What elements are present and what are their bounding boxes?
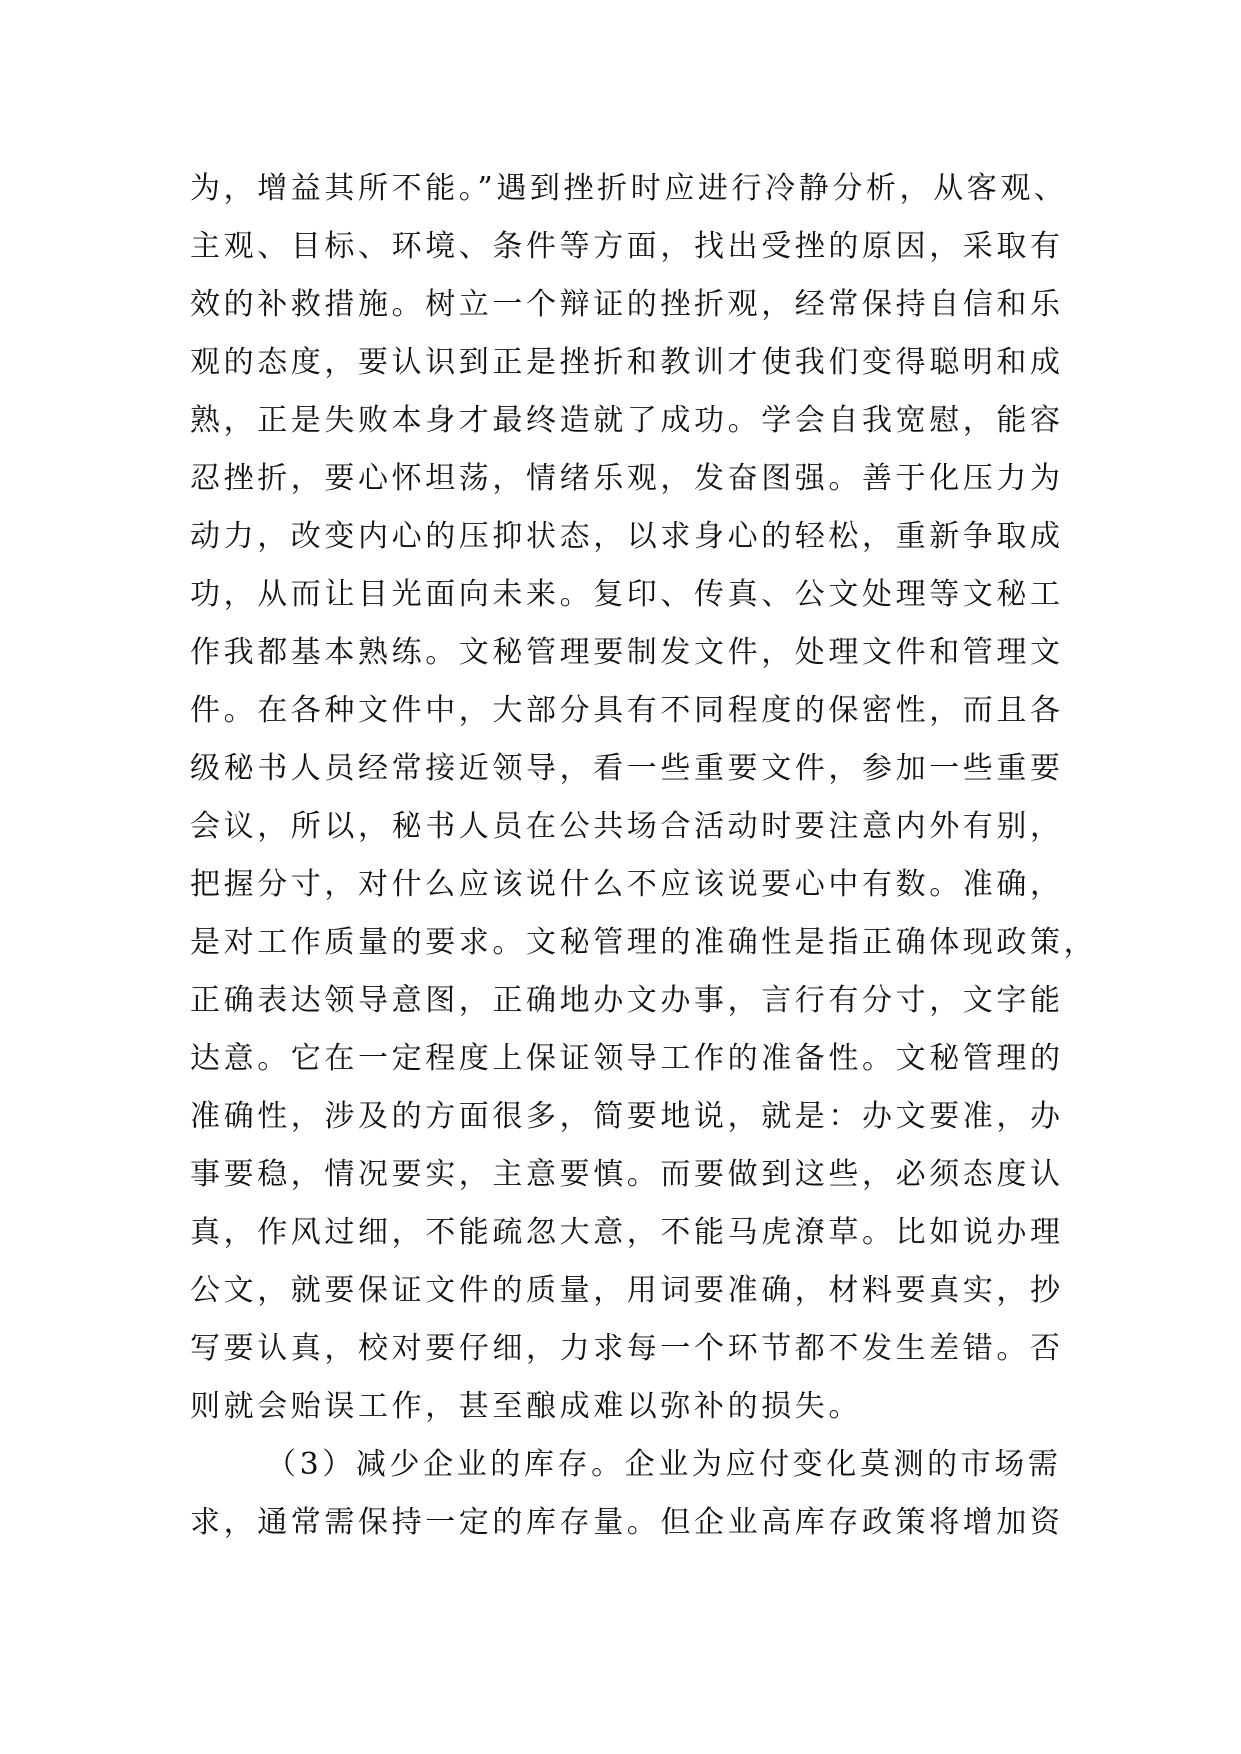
text-line: 为，增益其所不能。”遇到挫折时应进行冷静分析，从客观、 [190,171,1068,206]
text-line: 准确性，涉及的方面很多，简要地说，就是：办文要准，办 [190,1099,1064,1134]
text-line: 主观、目标、环境、条件等方面，找出受挫的原因，采取有 [190,229,1064,264]
text-line: 动力，改变内心的压抑状态，以求身心的轻松，重新争取成 [190,519,1064,554]
text-line: 把握分寸，对什么应该说什么不应该说要心中有数。准确， [190,867,1064,902]
paragraph-start-line: （3）减少企业的库存。企业为应付变化莫测的市场需 [266,1447,1062,1482]
text-line: 则就会贻误工作，甚至酿成难以弥补的损失。 [190,1389,862,1424]
text-line: 效的补救措施。树立一个辩证的挫折观，经常保持自信和乐 [190,287,1064,322]
text-line: 功，从而让目光面向未来。复印、传真、公文处理等文秘工 [190,577,1064,612]
text-line: 会议，所以，秘书人员在公共场合活动时要注意内外有别， [190,809,1064,844]
text-line: 级秘书人员经常接近领导，看一些重要文件，参加一些重要 [190,751,1064,786]
text-line: 写要认真，校对要仔细，力求每一个环节都不发生差错。否 [190,1331,1064,1366]
text-line: 求，通常需保持一定的库存量。但企业高库存政策将增加资 [190,1505,1064,1540]
text-line: 观的态度，要认识到正是挫折和教训才使我们变得聪明和成 [190,345,1064,380]
text-line: 件。在各种文件中，大部分具有不同程度的保密性，而且各 [190,693,1064,728]
text-line: 熟，正是失败本身才最终造就了成功。学会自我宽慰，能容 [190,403,1064,438]
text-line: 真，作风过细，不能疏忽大意，不能马虎潦草。比如说办理 [190,1215,1064,1250]
body-text [190,160,1098,1552]
text-line: 公文，就要保证文件的质量，用词要准确，材料要真实，抄 [190,1273,1064,1308]
text-line: 作我都基本熟练。文秘管理要制发文件，处理文件和管理文 [190,635,1064,670]
text-line: 是对工作质量的要求。文秘管理的准确性是指正确体现政策， [190,925,1098,960]
text-line: 正确表达领导意图，正确地办文办事，言行有分寸，文字能 [190,983,1064,1018]
text-line: 忍挫折，要心怀坦荡，情绪乐观，发奋图强。善于化压力为 [190,461,1064,496]
text-line: 事要稳，情况要实，主意要慎。而要做到这些，必须态度认 [190,1157,1064,1192]
text-line: 达意。它在一定程度上保证领导工作的准备性。文秘管理的 [190,1041,1064,1076]
